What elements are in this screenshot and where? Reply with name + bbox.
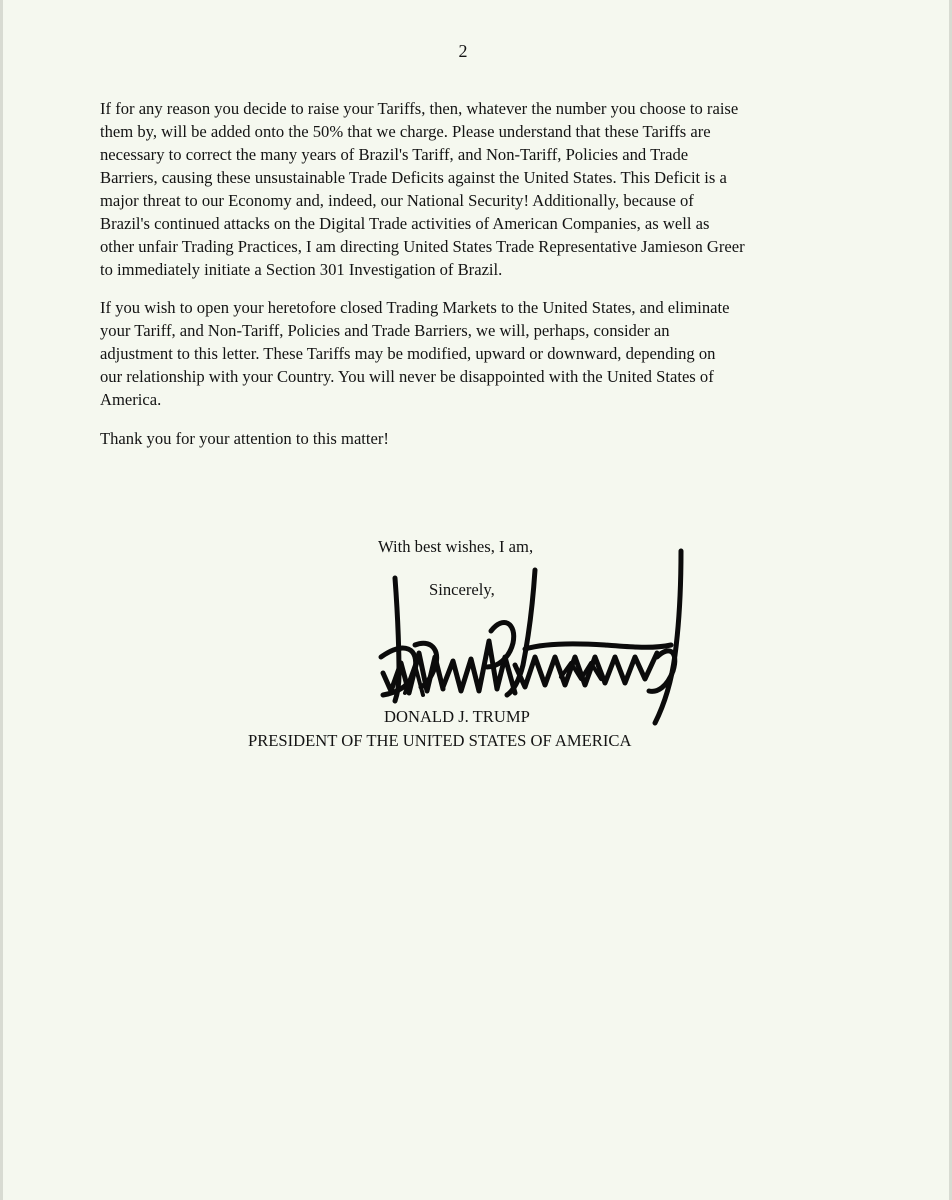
page-edge-left [0,0,3,1200]
closing-line: With best wishes, I am, [378,537,534,556]
sign-off: Sincerely, [429,580,495,599]
page-number: 2 [458,41,468,61]
signature [375,545,695,730]
signer-name: DONALD J. TRUMP [384,707,530,726]
signer-title: PRESIDENT OF THE UNITED STATES OF AMERICA [248,731,632,750]
paragraph-open-markets: If you wish to open your heretofore closed Trading Markets to the United States, and eliminate your Tariff, and Non-Tariff, Policies and Trade Barriers, we will, perhaps, consider an adjustment to this letter. These Tariffs may be modified, upward or downward, depending on our relationship with your Country. You will never be disappointed with the United States of America. [100,298,730,409]
paragraph-tariff-increase: If for any reason you decide to raise your Tariffs, then, whatever the number you choose to raise them by, will be added onto the 50% that we charge. Please understand that these Tariffs are necessary to correct the many years of Brazil's Tariff, and Non-Tariff, Policies and Trade Barriers, causing these unsustainable Trade Deficits against the United States. This Deficit is a major threat to our Economy and, indeed, our National Security! Additionally, because of Brazil's continued attacks on the Digital Trade activities of American Companies, as well as other unfair Trading Practices, I am directing United States Trade Representative Jamieson Greer to immediately initiate a Section 301 Investigation of Brazil. [100,99,745,279]
paragraph-thank-you: Thank you for your attention to this matter! [100,429,389,448]
